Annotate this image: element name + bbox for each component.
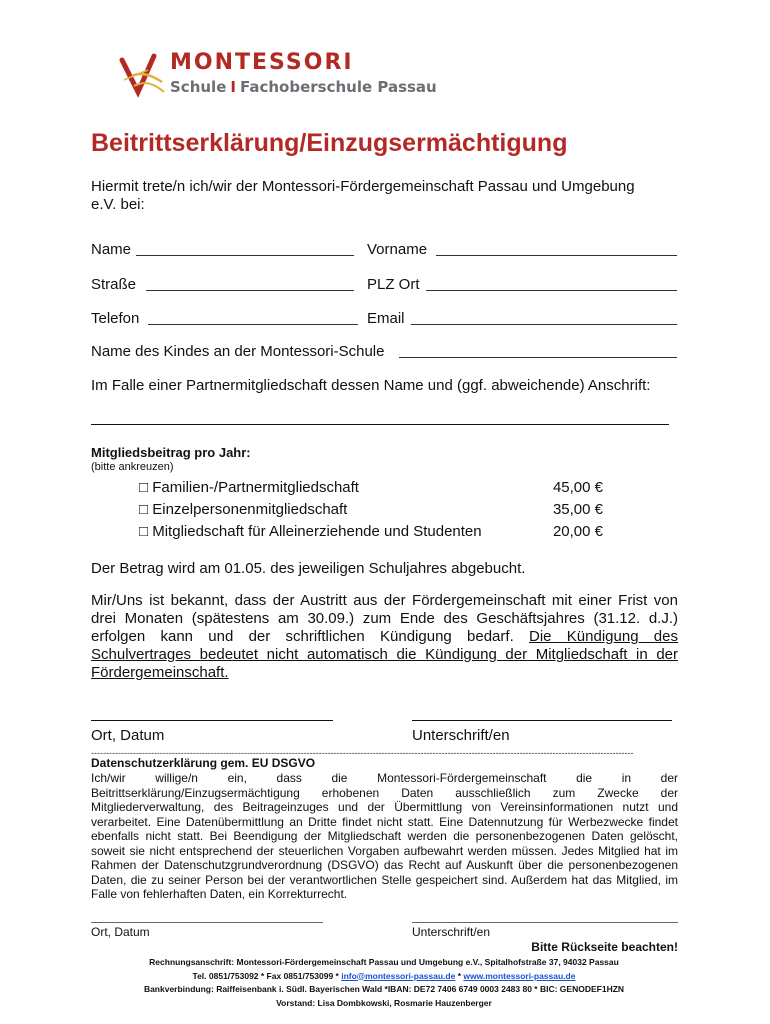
privacy-text: Ich/wir willige/n ein, dass die Montessori-Fördergemeinschaft die in der Beitrittserklärung/Einzugsermächtigung erhobenen Daten ausschließlich zum Zwecke der Mitgliederverwaltung, des Beitrageinzuges und der Übermittlung von Vereinsinformationen nutzt und verarbeitet. Eine Datenübermittlung an Dritte findet nicht statt. Eine Datennutzung für Werbezwecke findet ebenfalls nicht statt. Bei Beendigung der Mitgliedschaft werden die personenbezogenen Daten gelöscht, soweit sie nicht entsprechend der steuerlichen Vorgaben aufbewahrt werden müssen. Jedes Mitglied hat im Rahmen der Datenschutzgrundverordnung (DSGVO) das Recht auf Auskunft über die personenbezogenen Daten, die zu seiner Person bei der verantwortlichen Stelle gespeichert sind. Außerdem hat das Mitglied, im Falle von fehlerhaften Daten, ein Korrekturrecht. (91, 771, 678, 901)
name-row (91, 241, 677, 261)
footer-address: Rechnungsanschrift: Montessori-Fördergemeinschaft Passau und Umgebung e.V., Spitalhofstraße 37, 94032 Passau (149, 957, 619, 967)
membership-option-label: □ Familien-/Partnermitgliedschaft (139, 479, 359, 496)
cancellation-text: Mir/Uns ist bekannt, dass der Austritt aus der Fördergemeinschaft mit einer Frist von drei Monaten (spätestens am 30.09.) zum Ende des Geschäftsjahres (31.12. d.J.) erfolgen kann und der schriftlichen Kündigung bedarf. Die Kündigung des Schulvertrages bedeutet nicht automatisch die Kündigung der Mitgliedschaft in der Fördergemeinschaft. (91, 592, 678, 681)
email-label: Email (367, 310, 405, 327)
page-title: Beitrittserklärung/Einzugsermächtigung (91, 129, 568, 157)
footer (91, 956, 677, 1010)
email-field[interactable] (411, 324, 677, 325)
partner-label: Im Falle einer Partnermitgliedschaft dessen Name und (ggf. abweichende) Anschrift: (91, 377, 651, 394)
signature-field[interactable] (412, 720, 672, 721)
strasse-label: Straße (91, 276, 137, 293)
membership-option-label: □ Mitgliedschaft für Alleinerziehende und Studenten (139, 523, 482, 540)
checkbox[interactable]: □ (139, 479, 149, 496)
vorname-field[interactable] (436, 255, 677, 256)
checkbox[interactable]: □ (139, 523, 149, 540)
cut-line: ------------------------------------------------------------------------------------------------------------------------------------------------------------------------------------- (91, 748, 634, 758)
membership-option (139, 479, 603, 499)
plz-ort-field[interactable] (426, 290, 677, 291)
place-date-field[interactable] (91, 720, 333, 721)
email-link[interactable]: info@montessori-passau.de (341, 970, 456, 981)
montessori-logo-icon (118, 52, 166, 100)
contact-row (91, 310, 677, 330)
membership-option (139, 501, 603, 521)
telefon-label: Telefon (91, 310, 140, 327)
logo-subtitle (170, 78, 437, 96)
website-link[interactable]: www.montessori-passau.de (463, 970, 576, 981)
place-date-label-2: Ort, Datum (91, 925, 150, 939)
logo-name: MONTESSORI (170, 50, 354, 75)
telefon-field[interactable] (148, 324, 358, 325)
membership-hint: (bitte ankreuzen) (91, 461, 174, 473)
partner-field[interactable] (91, 424, 669, 425)
signature-label-2: Unterschrift/en (412, 925, 491, 939)
privacy-heading: Datenschutzerklärung gem. EU DSGVO (91, 756, 316, 770)
cancellation-underlined: Die Kündigung des Schulvertrages bedeutet nicht automatisch die Kündigung der Mitgliedschaft in der Fördergemeinschaft. (91, 628, 678, 681)
membership-option-label: □ Einzelpersonenmitgliedschaft (139, 501, 348, 518)
logo-school: Schule (170, 78, 227, 96)
child-row (91, 343, 677, 363)
place-date-field-2[interactable] (91, 922, 323, 923)
footer-contact: Tel. 0851/753092 * Fax 0851/753099 * info@montessori-passau.de * www.montessori-passau.de (192, 970, 576, 981)
membership-option-price: 20,00 € (552, 523, 603, 540)
back-note: Bitte Rückseite beachten! (531, 940, 678, 954)
signature-field-2[interactable] (412, 922, 678, 923)
name-field[interactable] (136, 255, 354, 256)
school-logo (118, 50, 437, 102)
plz-ort-label: PLZ Ort (367, 276, 420, 293)
signature-label: Unterschrift/en (412, 727, 510, 744)
membership-option-price: 35,00 € (552, 501, 603, 518)
kind-label: Name des Kindes an der Montessori-Schule (91, 343, 385, 360)
footer-board: Vorstand: Lisa Dombkowski, Rosmarie Hauzenberger (276, 997, 492, 1008)
vorname-label: Vorname (367, 241, 428, 258)
checkbox[interactable]: □ (139, 501, 149, 518)
address-row (91, 276, 677, 296)
name-label: Name (91, 241, 132, 258)
logo-separator: I (230, 78, 236, 96)
kind-field[interactable] (399, 357, 677, 358)
membership-heading: Mitgliedsbeitrag pro Jahr: (91, 445, 251, 460)
strasse-field[interactable] (146, 290, 354, 291)
footer-bank: Bankverbindung: Raiffeisenbank i. Südl. Bayerischen Wald *IBAN: DE72 7406 6749 0003 2483 80 * BIC: GENODEF1HZN (143, 984, 625, 994)
place-date-label: Ort, Datum (91, 727, 165, 744)
intro-text: Hiermit trete/n ich/wir der Montessori-Fördergemeinschaft Passau und Umgebung e.V. bei: (91, 178, 635, 213)
debit-note: Der Betrag wird am 01.05. des jeweiligen Schuljahres abgebucht. (91, 560, 526, 577)
membership-option-price: 45,00 € (552, 479, 603, 496)
logo-fos: Fachoberschule Passau (239, 78, 437, 96)
membership-option (139, 523, 603, 543)
